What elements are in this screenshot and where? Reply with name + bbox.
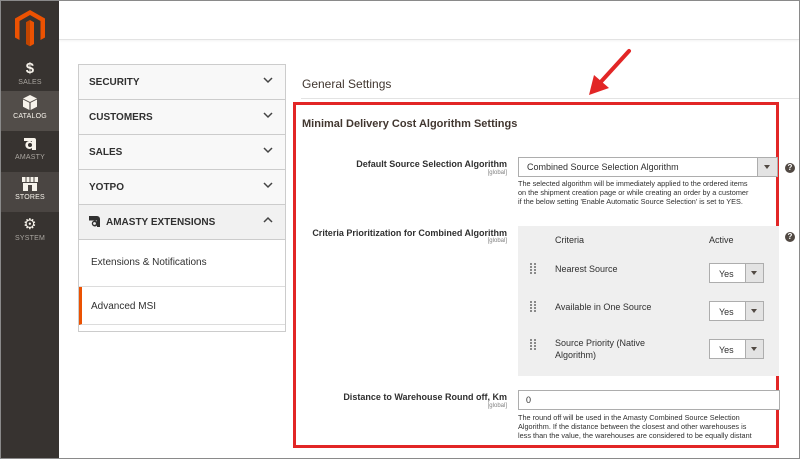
drag-handle-icon[interactable] xyxy=(530,301,536,312)
default-algorithm-label: Default Source Selection Algorithm xyxy=(356,159,507,169)
note-line: The round off will be used in the Amasty Combined Source Selection xyxy=(518,413,740,422)
chevron-down-icon xyxy=(263,180,273,190)
select-toggle[interactable] xyxy=(745,264,763,282)
red-arrow-annotation xyxy=(581,45,637,101)
nav-label-sales: SALES xyxy=(18,79,42,86)
nav-item-system[interactable] xyxy=(1,213,59,253)
active-select[interactable] xyxy=(709,263,764,283)
nav-item-catalog[interactable] xyxy=(1,91,59,131)
table-row xyxy=(518,256,779,294)
tab-label: AMASTY EXTENSIONS xyxy=(106,217,216,228)
note-line: less than the value, the warehouses are considered to be equally distant xyxy=(518,431,752,440)
help-icon[interactable]: ? xyxy=(785,163,795,173)
tab-label: SECURITY xyxy=(89,77,140,88)
admin-menu xyxy=(1,1,59,458)
tab-yotpo[interactable] xyxy=(79,170,285,205)
subitem-extensions-notifications[interactable] xyxy=(79,240,285,287)
section-title[interactable]: General Settings xyxy=(302,77,392,91)
distance-label: Distance to Warehouse Round off, Km xyxy=(343,392,507,402)
drag-handle-icon[interactable] xyxy=(530,339,536,350)
group-title: Minimal Delivery Cost Algorithm Settings xyxy=(302,118,518,130)
tab-label: SALES xyxy=(89,147,123,158)
note-line: if the below setting 'Enable Automatic Source Selection' is set to YES. xyxy=(518,197,743,206)
amasty-icon xyxy=(89,216,100,227)
criteria-label: Criteria Prioritization for Combined Algorithm xyxy=(312,228,507,238)
select-toggle[interactable] xyxy=(745,302,763,320)
store-icon xyxy=(21,175,39,192)
amasty-icon xyxy=(22,135,38,152)
active-select[interactable] xyxy=(709,339,764,359)
subitem-advanced-msi[interactable] xyxy=(79,287,285,325)
column-header-criteria: Criteria xyxy=(555,235,585,245)
criteria-text: Available in One Source xyxy=(555,302,652,312)
note-line: on the shipment creation page or while creating an order by a customer xyxy=(518,188,749,197)
criteria-text: Source Priority (Native xyxy=(555,338,646,348)
chevron-down-icon xyxy=(263,145,273,155)
criteria-table xyxy=(518,226,779,376)
tab-sales[interactable] xyxy=(79,135,285,170)
note-line: The selected algorithm will be immediately applied to the ordered items xyxy=(518,179,748,188)
select-value: Yes xyxy=(719,307,734,317)
tab-label: CUSTOMERS xyxy=(89,112,153,123)
nav-label-amasty: AMASTY xyxy=(15,154,45,161)
nav-item-amasty[interactable] xyxy=(1,132,59,172)
help-icon[interactable]: ? xyxy=(785,232,795,242)
input-value: 0 xyxy=(526,395,532,405)
distance-note xyxy=(518,413,780,440)
subitem-label: Advanced MSI xyxy=(91,301,157,312)
select-value: Yes xyxy=(719,345,734,355)
chevron-up-icon xyxy=(263,215,273,225)
caret-down-icon xyxy=(751,347,757,351)
tab-customers[interactable] xyxy=(79,100,285,135)
select-value: Yes xyxy=(719,269,734,279)
config-tabs xyxy=(78,64,286,332)
magento-logo-icon[interactable] xyxy=(14,9,46,47)
caret-down-icon xyxy=(751,309,757,313)
scope-label: [global] xyxy=(487,170,507,176)
default-algorithm-note xyxy=(518,179,780,206)
distance-input[interactable] xyxy=(518,390,780,410)
chevron-down-icon xyxy=(263,110,273,120)
criteria-text: Algorithm) xyxy=(555,350,597,360)
nav-label-stores: STORES xyxy=(15,194,45,201)
criteria-name xyxy=(555,301,651,313)
column-header-active: Active xyxy=(709,235,734,245)
divider xyxy=(301,98,799,99)
scope-label: [global] xyxy=(487,403,507,409)
tab-amasty-extensions[interactable] xyxy=(79,205,285,240)
note-line: Algorithm. If the distance between the closest and other warehouses is xyxy=(518,422,747,431)
select-toggle[interactable] xyxy=(757,158,777,176)
active-select[interactable] xyxy=(709,301,764,321)
page-header xyxy=(59,1,799,40)
tab-label: YOTPO xyxy=(89,182,125,193)
scope-label: [global] xyxy=(487,238,507,244)
subitem-label: Extensions & Notifications xyxy=(91,257,207,268)
gear-icon: ⚙ xyxy=(23,216,37,233)
box-icon xyxy=(22,94,38,111)
caret-down-icon xyxy=(764,165,770,169)
nav-label-catalog: CATALOG xyxy=(13,113,47,120)
criteria-name xyxy=(555,263,618,275)
table-row xyxy=(518,294,779,332)
select-toggle[interactable] xyxy=(745,340,763,358)
select-value: Combined Source Selection Algorithm xyxy=(527,162,679,172)
caret-down-icon xyxy=(751,271,757,275)
criteria-text: Nearest Source xyxy=(555,264,618,274)
tab-security[interactable] xyxy=(79,65,285,100)
criteria-name xyxy=(555,337,645,361)
nav-item-stores[interactable] xyxy=(1,172,59,212)
dollar-icon: $ xyxy=(25,60,35,77)
table-row xyxy=(518,332,779,370)
default-algorithm-select[interactable] xyxy=(518,157,778,177)
chevron-down-icon xyxy=(263,75,273,85)
nav-label-system: SYSTEM xyxy=(15,235,45,242)
drag-handle-icon[interactable] xyxy=(530,263,536,274)
